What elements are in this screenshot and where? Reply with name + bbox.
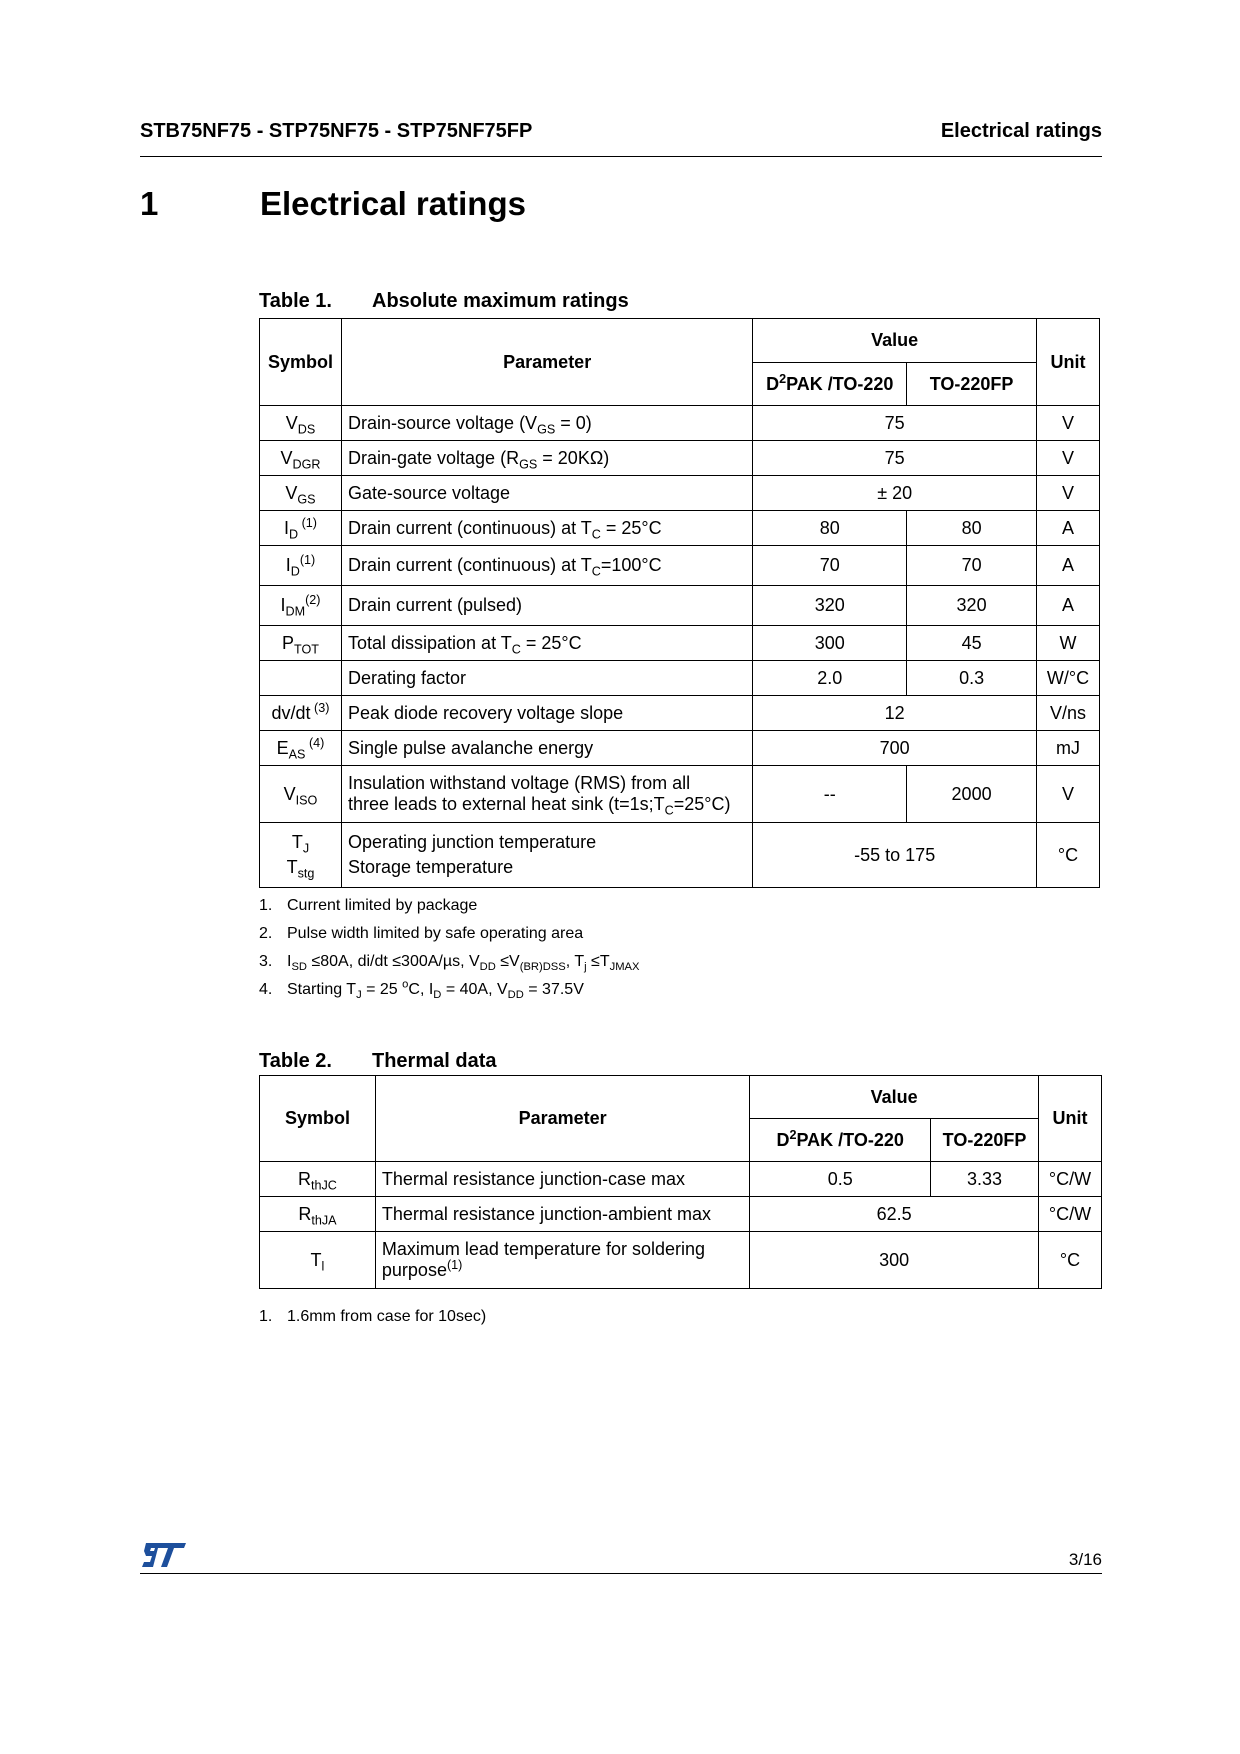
symbol-vdgr: $V_{DGR}$ <box>260 441 342 476</box>
param-tj-tstg: Operating junction temperature Storage temperature <box>341 823 752 888</box>
value-tj-tstg: -55 to 175 <box>753 823 1037 888</box>
param-vds: Drain-source voltage $(V_{GS} = 0)$ <box>341 406 752 441</box>
table-row <box>260 626 1100 661</box>
table2-header-to220fp: TO-220FP <box>931 1119 1039 1162</box>
table1-header-unit: Unit <box>1037 319 1100 406</box>
value-rthjc-to220fp: 3.33 <box>931 1162 1039 1197</box>
symbol-vds: $V_{DS}$ <box>260 406 342 441</box>
table-row <box>260 661 1100 696</box>
absolute-maximum-ratings-table <box>259 318 1100 888</box>
unit-tl: °C <box>1038 1232 1101 1289</box>
table1-caption <box>259 290 629 313</box>
value-idm-d2pak: 320 <box>753 586 907 626</box>
value-id100-d2pak: 70 <box>753 546 907 586</box>
unit-eas: mJ <box>1037 731 1100 766</box>
table-row <box>260 406 1100 441</box>
table2-header-unit: Unit <box>1038 1076 1101 1162</box>
table-row <box>260 546 1100 586</box>
table1-header-parameter: Parameter <box>341 319 752 406</box>
unit-id100: A <box>1037 546 1100 586</box>
value-idm-to220fp: 320 <box>907 586 1037 626</box>
table-row <box>260 766 1100 823</box>
value-rthja: 62.5 <box>750 1197 1039 1232</box>
param-tl: Maximum lead temperature for soldering purpose$^{(1)}$ <box>375 1232 749 1289</box>
value-rthjc-d2pak: 0.5 <box>750 1162 931 1197</box>
table2-label: Table 2. <box>259 1050 332 1072</box>
param-dvdt: Peak diode recovery voltage slope <box>341 696 752 731</box>
table1-title: Absolute maximum ratings <box>372 290 629 312</box>
table2-caption <box>259 1050 496 1073</box>
param-derating: Derating factor <box>341 661 752 696</box>
unit-rthja: °C/W <box>1038 1197 1101 1232</box>
symbol-id100: $I_D^{(1)}$ <box>260 546 342 586</box>
table1-header-value: Value <box>753 319 1037 363</box>
section-number: 1 <box>140 185 159 222</box>
symbol-id25: $I_D$ $^{(1)}$ <box>260 511 342 546</box>
param-viso: Insulation withstand voltage (RMS) from all three leads to external heat sink $(t=1s;T_C=25^\circ C)$ <box>341 766 752 823</box>
symbol-dvdt: dv/dt $^{(3)}$ <box>260 696 342 731</box>
section-title: Electrical ratings <box>260 185 526 222</box>
header-section-title: Electrical ratings <box>940 120 1102 142</box>
table-row <box>260 511 1100 546</box>
table-row <box>260 823 1100 888</box>
unit-vgs: V <box>1037 476 1100 511</box>
symbol-tj-tstg: $T_J$ $T_{stg}$ <box>260 823 342 888</box>
symbol-idm: $I_{DM}^{(2)}$ <box>260 586 342 626</box>
symbol-eas: $E_{AS}$ $^{(4)}$ <box>260 731 342 766</box>
table2-header-parameter: Parameter <box>375 1076 749 1162</box>
param-id100: Drain current (continuous) at $T_C=100^\circ C$ <box>341 546 752 586</box>
value-derating-to220fp: 0.3 <box>907 661 1037 696</box>
param-idm: Drain current (pulsed) <box>341 586 752 626</box>
value-dvdt: 12 <box>753 696 1037 731</box>
table2-title: Thermal data <box>372 1050 497 1072</box>
unit-viso: V <box>1037 766 1100 823</box>
page-header <box>140 120 1102 157</box>
symbol-ptot: $P_{TOT}$ <box>260 626 342 661</box>
value-eas: 700 <box>753 731 1037 766</box>
unit-rthjc: °C/W <box>1038 1162 1101 1197</box>
table2-header-symbol: Symbol <box>260 1076 376 1162</box>
unit-dvdt: V/ns <box>1037 696 1100 731</box>
value-ptot-to220fp: 45 <box>907 626 1037 661</box>
table-row <box>260 696 1100 731</box>
table-row <box>260 441 1100 476</box>
table2-header-d2pak: $D^2PAK$ /TO-220 <box>750 1119 931 1162</box>
value-vdgr: 75 <box>753 441 1037 476</box>
footer-rule <box>140 1573 1102 1574</box>
value-tl: 300 <box>750 1232 1039 1289</box>
value-id100-to220fp: 70 <box>907 546 1037 586</box>
symbol-derating <box>260 661 342 696</box>
unit-derating: W/°C <box>1037 661 1100 696</box>
unit-vdgr: V <box>1037 441 1100 476</box>
value-id25-d2pak: 80 <box>753 511 907 546</box>
value-derating-d2pak: 2.0 <box>753 661 907 696</box>
thermal-data-table <box>259 1075 1102 1289</box>
table1-header-symbol: Symbol <box>260 319 342 406</box>
unit-id25: A <box>1037 511 1100 546</box>
value-vds: 75 <box>753 406 1037 441</box>
table1-header-to220fp: TO-220FP <box>907 363 1037 406</box>
table-row <box>260 1232 1102 1289</box>
value-id25-to220fp: 80 <box>907 511 1037 546</box>
param-vgs: Gate-source voltage <box>341 476 752 511</box>
table-row <box>260 731 1100 766</box>
param-rthja: Thermal resistance junction-ambient max <box>375 1197 749 1232</box>
param-ptot: Total dissipation at $T_C = 25^\circ C$ <box>341 626 752 661</box>
unit-vds: V <box>1037 406 1100 441</box>
value-ptot-d2pak: 300 <box>753 626 907 661</box>
param-id25: Drain current (continuous) at $T_C = 25^\circ C$ <box>341 511 752 546</box>
param-vdgr: Drain-gate voltage $(R_{GS} = 20K\Omega)$ <box>341 441 752 476</box>
unit-ptot: W <box>1037 626 1100 661</box>
table-row <box>260 476 1100 511</box>
value-vgs: ± 20 <box>753 476 1037 511</box>
table2-header-value: Value <box>750 1076 1039 1119</box>
value-viso-to220fp: 2000 <box>907 766 1037 823</box>
table1-header-d2pak: $D^2PAK$ /TO-220 <box>753 363 907 406</box>
symbol-viso: $V_{ISO}$ <box>260 766 342 823</box>
table-row <box>260 1197 1102 1232</box>
symbol-tl: $T_l$ <box>260 1232 376 1289</box>
unit-tj-tstg: °C <box>1037 823 1100 888</box>
table-row <box>260 586 1100 626</box>
param-rthjc: Thermal resistance junction-case max <box>375 1162 749 1197</box>
table-row <box>260 1162 1102 1197</box>
value-viso-d2pak: -- <box>753 766 907 823</box>
st-logo <box>140 1540 188 1570</box>
header-document-title: STB75NF75 - STP75NF75 - STP75NF75FP <box>140 120 533 142</box>
page-number: 3/16 <box>1068 1550 1102 1569</box>
unit-idm: A <box>1037 586 1100 626</box>
symbol-vgs: $V_{GS}$ <box>260 476 342 511</box>
symbol-rthjc: $R_{thJC}$ <box>260 1162 376 1197</box>
table1-label: Table 1. <box>259 290 332 312</box>
param-eas: Single pulse avalanche energy <box>341 731 752 766</box>
symbol-rthja: $R_{thJA}$ <box>260 1197 376 1232</box>
